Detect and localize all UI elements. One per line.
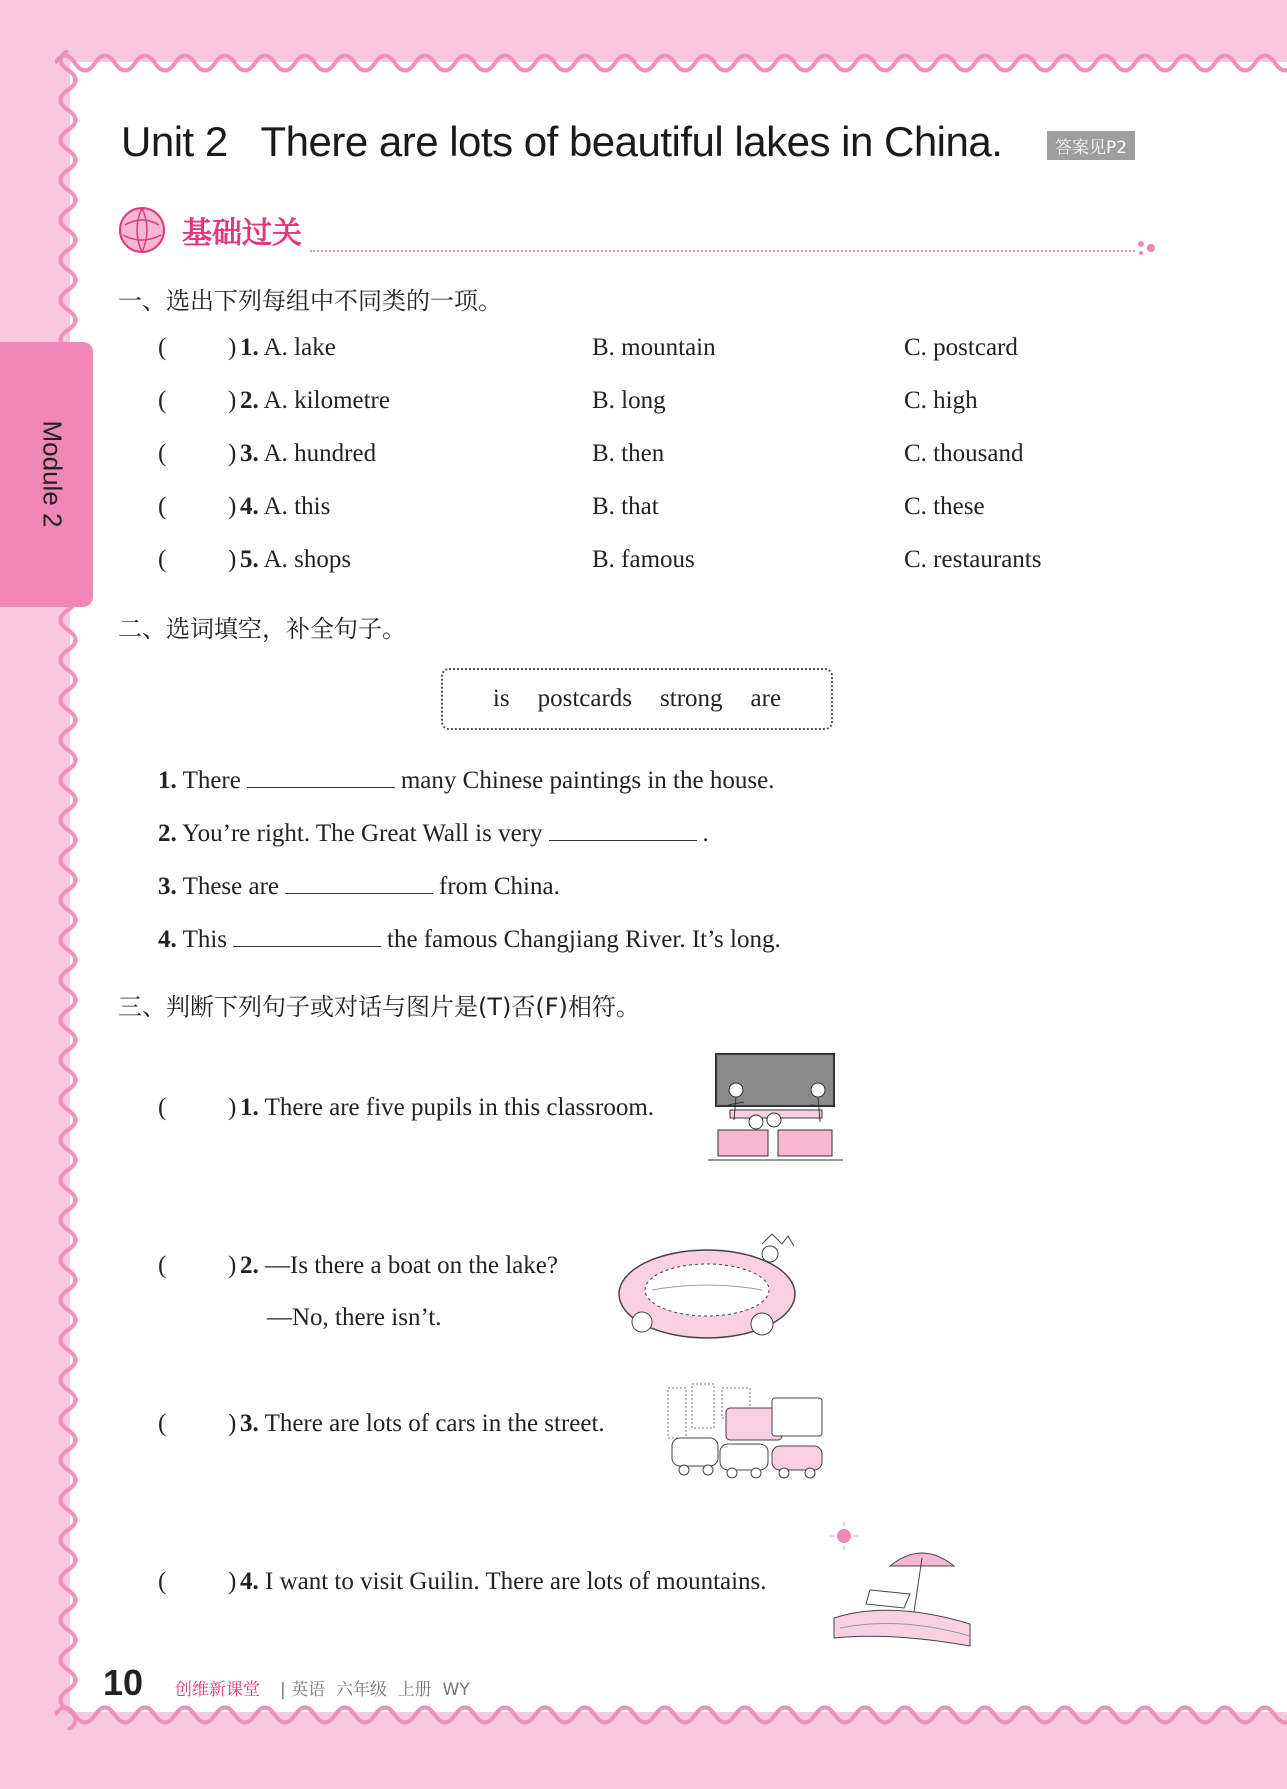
item-number: 1.	[158, 767, 177, 794]
item-number: 4.	[240, 1568, 259, 1595]
answer-paren[interactable]: (	[158, 493, 167, 520]
answer-reference-tag: 答案见P2	[1047, 131, 1135, 160]
fill-blank[interactable]	[233, 924, 381, 947]
module-label: Module 2	[37, 420, 68, 528]
answer-paren[interactable]: (	[158, 1094, 167, 1121]
word-bank	[441, 668, 833, 730]
wavy-border-top	[55, 48, 1287, 78]
answer-paren[interactable]: (	[158, 1568, 167, 1595]
option-a: A. kilometre	[263, 387, 390, 414]
word-bank-item: is	[492, 685, 510, 712]
part1-title: 一、选出下列每组中不同类的一项。	[118, 287, 502, 315]
wavy-border-left	[50, 50, 86, 1730]
part3-title: 三、判断下列句子或对话与图片是(T)否(F)相符。	[118, 993, 640, 1021]
option-a: A. this	[263, 493, 331, 520]
module-side-tab	[0, 342, 93, 607]
option-b: B. that	[592, 493, 659, 520]
part2-item: 3. These are from China.	[158, 873, 560, 900]
answer-paren[interactable]: (	[158, 546, 167, 573]
fill-blank[interactable]	[549, 818, 697, 841]
answer-paren[interactable]: (	[158, 1410, 167, 1437]
item-number: 1.	[240, 334, 259, 361]
option-c: C. thousand	[904, 440, 1024, 467]
brand-name: 创维新课堂	[175, 1680, 260, 1700]
item-number: 5.	[240, 546, 259, 573]
street-cars-picture	[662, 1380, 832, 1485]
item-number: 2.	[240, 387, 259, 414]
classroom-picture	[708, 1050, 843, 1165]
word-bank-item: strong	[660, 685, 723, 712]
option-a: A. hundred	[263, 440, 377, 467]
option-c: C. restaurants	[904, 546, 1042, 573]
item-number: 3.	[158, 873, 177, 900]
answer-paren[interactable]: (	[158, 1252, 167, 1279]
lake-picture	[612, 1232, 802, 1347]
section-heading: 基础过关	[182, 216, 302, 251]
page-number: 10	[103, 1662, 144, 1703]
option-c: C. postcard	[904, 334, 1018, 361]
fill-blank[interactable]	[285, 871, 433, 894]
item-number: 4.	[158, 926, 177, 953]
item-number: 2.	[240, 1252, 259, 1279]
option-c: C. high	[904, 387, 978, 414]
word-bank-item: are	[750, 685, 782, 712]
part2-item: 1. There many Chinese paintings in the house.	[158, 767, 775, 794]
option-c: C. these	[904, 493, 985, 520]
word-bank-item: postcards	[537, 685, 633, 712]
divider-dots	[1135, 238, 1165, 258]
part2-item: 4. This the famous Changjiang River. It’s long.	[158, 926, 781, 953]
wavy-border-bottom	[55, 1700, 1287, 1730]
book-info: | 英语 六年级 上册 WY	[280, 1680, 470, 1700]
part2-item: 2. You’re right. The Great Wall is very .	[158, 820, 709, 847]
item-number: 3.	[240, 1410, 259, 1437]
answer-paren[interactable]: (	[158, 334, 167, 361]
item-number: 1.	[240, 1094, 259, 1121]
item-number: 2.	[158, 820, 177, 847]
answer-paren[interactable]: (	[158, 387, 167, 414]
answer-paren[interactable]: (	[158, 440, 167, 467]
part2-title: 二、选词填空，补全句子。	[118, 615, 406, 643]
beach-picture	[830, 1520, 980, 1650]
fill-blank[interactable]	[247, 765, 395, 788]
option-b: B. mountain	[592, 334, 716, 361]
option-b: B. then	[592, 440, 665, 467]
section-divider	[310, 250, 1135, 252]
option-b: B. long	[592, 387, 666, 414]
option-a: A. shops	[263, 546, 352, 573]
unit-title: Unit 2 There are lots of beautiful lakes in China.	[121, 118, 1003, 165]
item-number: 4.	[240, 493, 259, 520]
option-a: A. lake	[263, 334, 336, 361]
item-number: 3.	[240, 440, 259, 467]
globe-icon	[117, 205, 167, 255]
option-b: B. famous	[592, 546, 695, 573]
